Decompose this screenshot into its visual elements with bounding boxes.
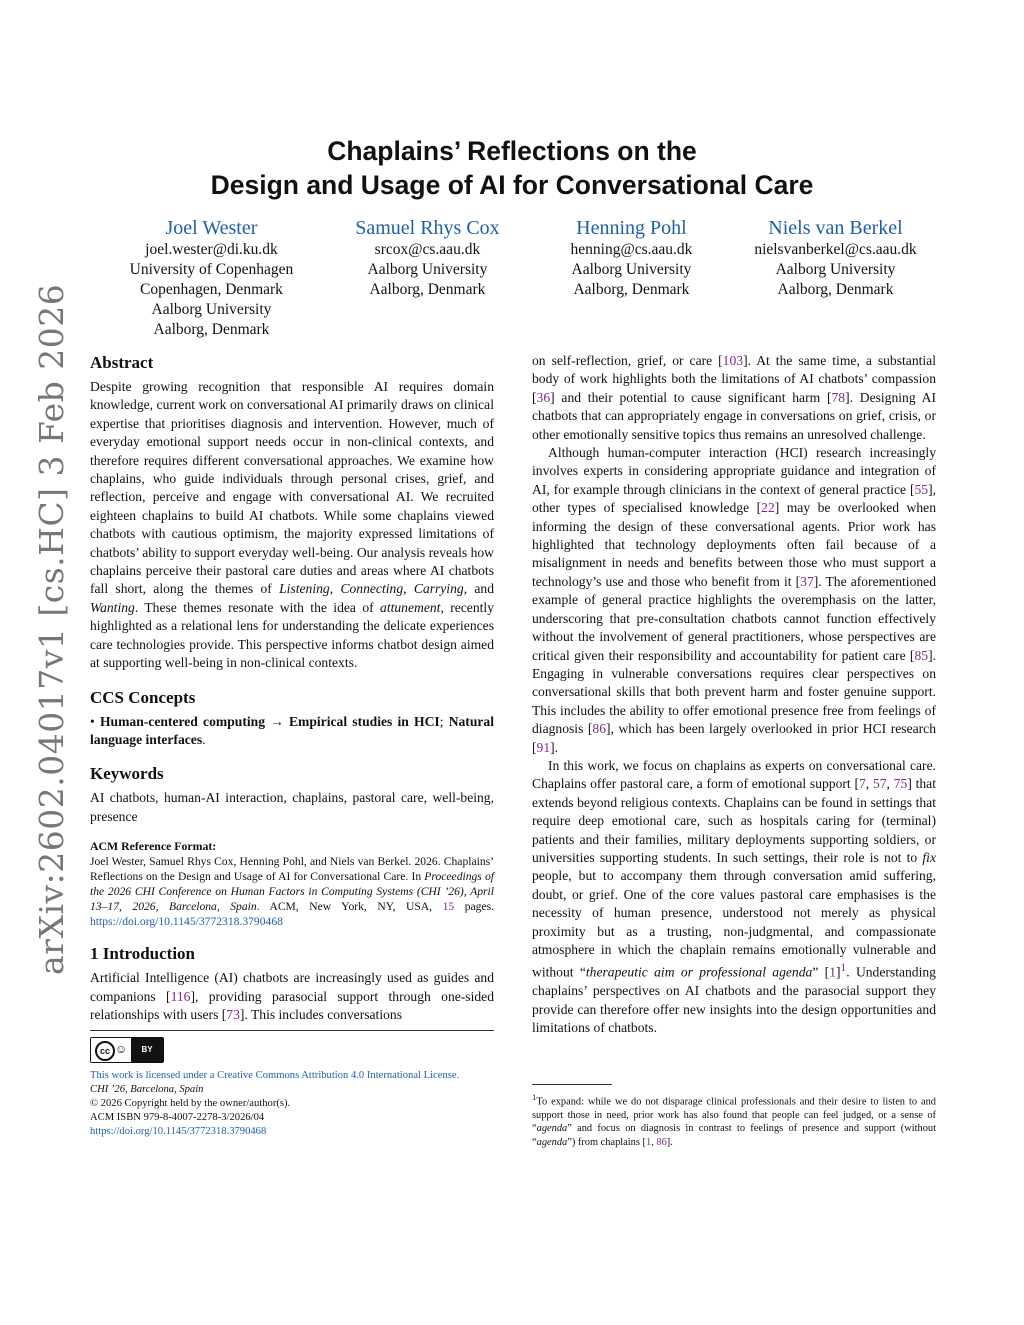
title-line-1: Chaplains’ Reflections on the <box>327 136 697 166</box>
paper-title <box>100 134 924 202</box>
author-affiliation: Aalborg University <box>151 301 272 318</box>
intro-paragraph-2: Although human-computer interaction (HCI) research increasingly involves experts in considering appropriate guidance and integration of AI, for example through clinicians in the context of general practice [55], other types of specialised knowledge [22] may be overlooked when informing the design of these conversational agents. Prior work has highlighted that technology deployments often fail because of a misalignment in needs and benefits between those who must support a technology’s use and those who benefit from it [37]. The aforementioned example of general practice highlights the overemphasis on the latter, underscoring that pre-consultation chatbots cannot function effectively without the involvement of general practitioners, whose perspectives are critical given their responsibility and accountability for patient care [85]. Engaging in vulnerable conversations requires clear perspectives on conversational skills that both prevent harm and foster genuine support. This includes the ability to offer emotional presence free from feelings of diagnosis [86], which has been largely overlooked in prior HCI research [91]. <box>532 445 936 755</box>
abstract-heading: Abstract <box>90 353 154 372</box>
footnote-1: $^1$To expand: while we do not disparage clinical professionals and their desire to listen to and support those in need, prior work has also found that people can feel judged, or a sense of “agenda” and focus on diagnosis in contrast to feelings of presence and support (without “agenda”) from chaplains [1, 86]. <box>532 1091 936 1148</box>
person-icon: ☺ <box>115 1042 128 1057</box>
author-name[interactable]: Joel Wester <box>165 217 258 239</box>
author-affiliation: University of Copenhagen <box>129 261 294 278</box>
author-location: Aalborg, Denmark <box>777 281 894 298</box>
citation-link[interactable]: 116 <box>170 988 191 1004</box>
ccs-heading: CCS Concepts <box>90 687 196 707</box>
citation-link[interactable]: 91 <box>536 739 551 755</box>
author-location: Aalborg, Denmark <box>369 281 486 298</box>
citation-link[interactable]: 85 <box>914 647 929 663</box>
license-divider <box>90 1030 494 1031</box>
author-name[interactable]: Samuel Rhys Cox <box>355 217 500 239</box>
author-location: Aalborg, Denmark <box>573 281 690 298</box>
citation-link[interactable]: 36 <box>536 389 551 405</box>
cc-icon-area <box>91 1038 131 1062</box>
citation-link[interactable]: 37 <box>800 573 814 589</box>
footnote-divider <box>532 1084 612 1085</box>
arxiv-identifier: arXiv:2602.04017v1 [cs.HC] 3 Feb 2026 <box>32 283 71 975</box>
left-column <box>90 352 494 1139</box>
citation-link[interactable]: 78 <box>831 389 846 405</box>
intro-paragraph-3: In this work, we focus on chaplains as experts on conversational care. Chaplains offer pastoral care, a form of emotional support [7, 57, 75] that extends beyond religious contexts. Chaplains can be found in settings that require deep emotional care, such as hospitals caring for (terminal) patients and their families, military deployments supporting soldiers, or universities supporting students. In such settings, their role is not to fix people, but to accompany them through conversation amid suffering, doubt, or grief. One of the core values pastoral care emphasises is the necessity of human presence, understood not merely as physical proximity but as a trusting, non-judgmental, and compassionate atmosphere in which the chaplain remains emotionally vulnerable and without “therapeutic aim or professional agenda” [1]$^1$. Understanding chaplains’ perspectives on AI chatbots and the parasocial support they provide can therefore offer new insights into the design opportunities and limitations of chatbots. <box>532 757 936 1036</box>
acm-reference-heading: ACM Reference Format: <box>90 839 217 854</box>
keywords-text: AI chatbots, human-AI interaction, chaplains, pastoral care, well-being, presence <box>90 790 494 824</box>
author-email: nielsvanberkel@cs.aau.dk <box>754 241 917 258</box>
author-4 <box>731 216 940 340</box>
introduction-text-left: Artificial Intelligence (AI) chatbots are increasingly used as guides and companions [116], providing parasocial support through one-sided relationships with users [73]. This includes conversations <box>90 970 495 1022</box>
cc-icon: cc <box>95 1041 115 1061</box>
author-2 <box>323 216 532 340</box>
right-column <box>532 352 936 1149</box>
author-name[interactable]: Niels van Berkel <box>768 217 903 239</box>
author-email: henning@cs.aau.dk <box>570 241 693 258</box>
abstract-text: Despite growing recognition that responsible AI requires domain knowledge, current work on conversational AI primarily draws on clinical expertise that prioritises diagnosis and intervention. However, much of everyday emotional support needs occur in non-clinical contexts, and therefore requires different conversational approaches. We examine how chaplains, who guide individuals through personal crises, grief, and reflection, perceive and engage with conversational AI. We recruited eighteen chaplains to build AI chatbots. While some chaplains viewed chatbots with cautious optimism, the majority expressed limitations of chatbots’ ability to support everyday well-being. Our analysis reveals how chaplains perceive their pastoral care duties and areas where AI chatbots fall short, along the themes of Listening, Connecting, Carrying, and Wanting. These themes resonate with the idea of attunement, recently highlighted as a relational lens for understanding the delicate experiences care technologies provide. This perspective informs chatbot design aimed at supporting well-being in non-clinical contexts. <box>90 379 495 671</box>
footnote-mark[interactable]: 1 <box>840 962 847 975</box>
citation-link[interactable]: 22 <box>761 500 775 516</box>
citation-link[interactable]: 103 <box>722 353 744 368</box>
introduction-heading: 1 Introduction <box>90 944 196 964</box>
doi-link[interactable]: https://doi.org/10.1145/3772318.3790468 <box>90 915 283 929</box>
author-1 <box>100 216 323 340</box>
author-location: Copenhagen, Denmark <box>140 281 283 298</box>
license-doi-link[interactable]: https://doi.org/10.1145/3772318.3790468 <box>90 1125 267 1137</box>
author-affiliation: Aalborg University <box>571 261 692 278</box>
copyright: © 2026 Copyright held by the owner/author(s). <box>90 1097 291 1109</box>
citation-link[interactable]: 86 <box>592 721 607 737</box>
author-name[interactable]: Henning Pohl <box>576 217 687 239</box>
title-line-2: Design and Usage of AI for Conversational Care <box>210 170 814 200</box>
isbn: ACM ISBN 979-8-4007-2278-3/2026/04 <box>90 1111 265 1123</box>
citation-link[interactable]: 75 <box>893 776 908 792</box>
citation-link[interactable]: 55 <box>914 481 929 497</box>
citation-link[interactable]: 73 <box>226 1006 240 1022</box>
author-3 <box>532 216 731 340</box>
author-email: srcox@cs.aau.dk <box>374 241 481 258</box>
cc-by-label: BY <box>131 1038 163 1062</box>
citation-link[interactable]: 1 <box>645 1136 652 1148</box>
author-block <box>100 216 940 340</box>
intro-paragraph-1: on self-reflection, grief, or care [103]. At the same time, a substantial body of work highlights both the limitations of AI chatbots’ compassion [36] and their potential to cause significant harm [78]. Designing AI chatbots that can appropriately engage in conversations on grief, crisis, or other emotionally sensitive topics thus remains an unresolved challenge. <box>532 353 936 442</box>
author-affiliation: Aalborg University <box>775 261 896 278</box>
ccs-concepts: • Human-centered computing → Empirical studies in HCI; Natural language interfaces. <box>90 713 494 747</box>
conference-info: CHI ’26, Barcelona, Spain <box>90 1083 204 1095</box>
author-email: joel.wester@di.ku.dk <box>145 241 278 258</box>
author-location: Aalborg, Denmark <box>153 321 270 338</box>
keywords-heading: Keywords <box>90 764 164 784</box>
cc-by-badge[interactable] <box>90 1037 164 1063</box>
license-block <box>90 1069 494 1139</box>
license-link[interactable]: This work is licensed under a Creative Commons Attribution 4.0 International License. <box>90 1069 460 1081</box>
citation-link[interactable]: 57 <box>872 776 887 792</box>
citation-link[interactable]: 1 <box>829 964 837 980</box>
acm-reference-text: Joel Wester, Samuel Rhys Cox, Henning Pohl, and Niels van Berkel. 2026. Chaplains’ Reflections on the Design and Usage of AI for Conversational Care. In Proceedings of the 2026 CHI Conference on Human Factors in Computing Systems (CHI ’26), April 13–17, 2026, Barcelona, Spain. ACM, New York, NY, USA, 15 pages. https://doi.org/10.1145/3772318.3790468 <box>90 855 494 929</box>
citation-link[interactable]: 7 <box>858 776 866 792</box>
author-affiliation: Aalborg University <box>367 261 488 278</box>
citation-link[interactable]: 86 <box>656 1136 667 1148</box>
